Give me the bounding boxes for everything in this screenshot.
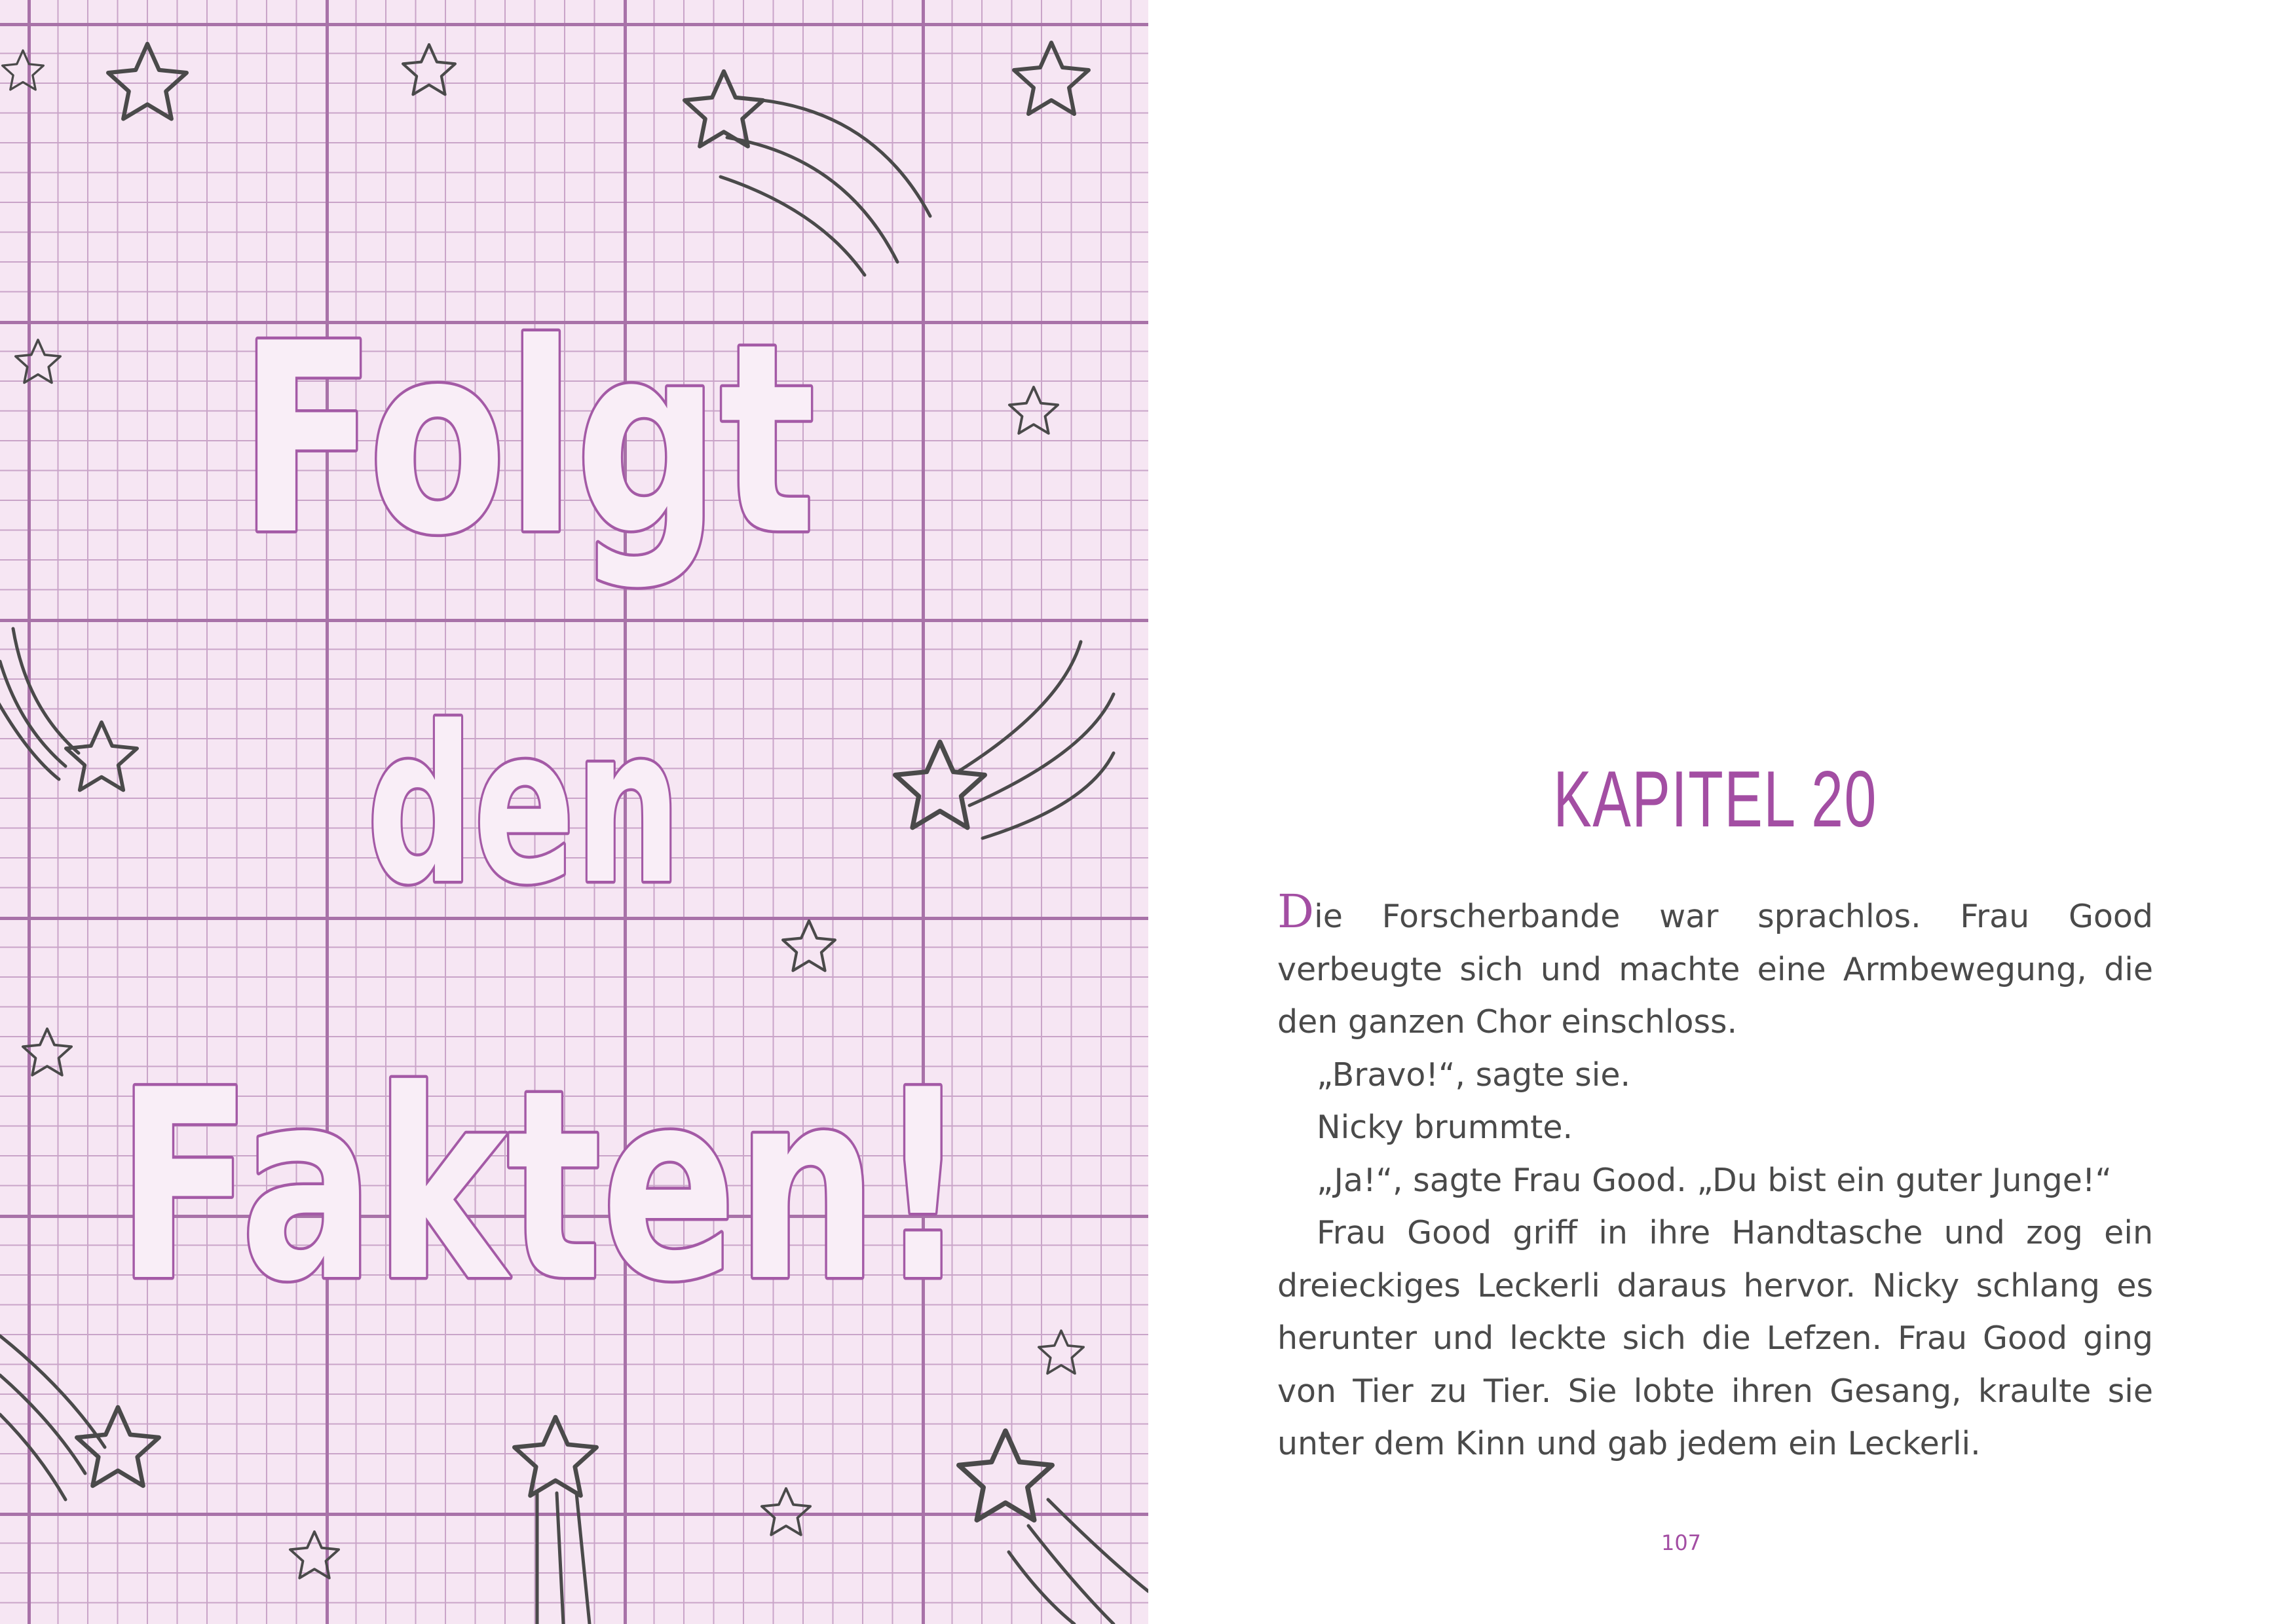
paragraph: „Ja!“, sagte Frau Good. „Du bist ein guter Junge!“ xyxy=(1317,1161,2112,1199)
paragraph: Frau Good griff in ihre Handtasche und zog ein dreieckiges Leckerli daraus hervor. Nicky schlang es herunter und leckte sich die Lefzen. Frau Good ging von Tier zu Tier. Sie lobte ihren Gesang, kraulte sie unter dem Kinn und gab jedem ein Leckerli. xyxy=(1277,1214,2153,1462)
paragraph xyxy=(1277,885,2153,1049)
shooting-star-icon xyxy=(895,642,1114,838)
star-icon xyxy=(290,1532,339,1578)
star-icon xyxy=(783,921,835,970)
shooting-star-icon xyxy=(514,1417,596,1624)
star-icon xyxy=(23,1029,71,1075)
shooting-star-icon xyxy=(0,629,137,790)
star-icon xyxy=(403,45,455,94)
star-icon xyxy=(108,44,187,119)
shooting-star-icon xyxy=(959,1431,1148,1624)
shooting-star-icon xyxy=(685,71,930,275)
page-number: 107 xyxy=(1661,1530,1702,1555)
paragraph: Nicky brummte. xyxy=(1317,1109,1573,1146)
drop-initial: D xyxy=(1277,885,1315,938)
title-line-folgt: Folgt xyxy=(239,288,816,593)
chapter-body xyxy=(1277,885,2153,1471)
chapter-heading: KAPITEL 20 xyxy=(1553,754,1877,843)
paragraph-text: ie Forscherbande war sprachlos. Frau Good verbeugte sich und machte eine Armbewegung, die den ganzen Chor einschloss. xyxy=(1277,898,2153,1041)
text-page xyxy=(1148,0,2290,1624)
star-icon xyxy=(16,340,60,382)
shooting-star-icon xyxy=(0,1336,159,1500)
star-icon xyxy=(1039,1331,1083,1373)
paragraph: „Bravo!“, sagte sie. xyxy=(1317,1056,1631,1094)
star-icon xyxy=(1014,43,1089,114)
title-line-den: den xyxy=(367,680,681,932)
title-line-fakten: Fakten! xyxy=(117,1035,968,1339)
star-icon xyxy=(1009,387,1058,434)
star-icon xyxy=(762,1488,810,1535)
star-icon xyxy=(3,50,44,90)
